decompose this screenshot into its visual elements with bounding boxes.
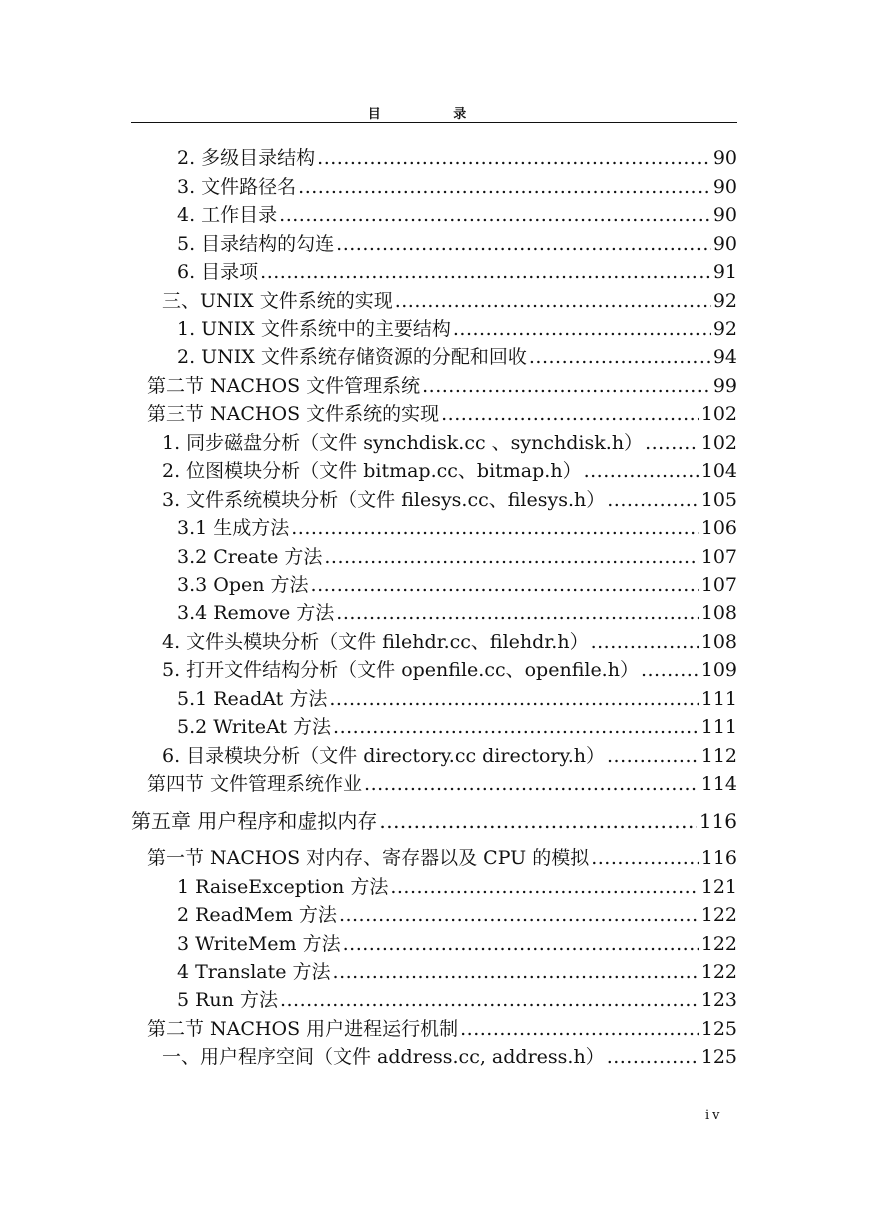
toc-entry-page: 104	[700, 460, 737, 482]
toc-leader-dots	[422, 375, 711, 397]
toc-leader-dots	[460, 1018, 699, 1040]
toc-entry	[147, 1018, 737, 1040]
toc-entry-page: 108	[700, 631, 737, 653]
toc-entry	[177, 688, 737, 710]
toc-leader-dots	[324, 546, 698, 568]
toc-entry-title: 4 Translate 方法	[177, 961, 331, 983]
toc-leader-dots	[364, 773, 699, 795]
toc-entry	[162, 659, 737, 681]
toc-entry-page: 108	[700, 602, 737, 624]
toc-entry-page: 122	[700, 961, 737, 983]
toc-entry	[147, 847, 737, 869]
toc-entry	[147, 403, 737, 425]
toc-entry-page: 111	[700, 716, 737, 738]
toc-leader-dots	[607, 745, 699, 767]
toc-chapter-entry	[131, 810, 737, 832]
toc-entry	[177, 261, 737, 283]
toc-entry-page: 125	[700, 1046, 737, 1068]
toc-entry-page: 105	[700, 489, 737, 511]
toc-entry-title: 第一节 NACHOS 对内存、寄存器以及 CPU 的模拟	[147, 847, 590, 869]
toc-entry-title: 2. 位图模块分析（文件 bitmap.cc、bitmap.h）	[162, 460, 582, 482]
toc-entry-title: 一、用户程序空间（文件 address.cc, address.h）	[162, 1046, 605, 1068]
toc-leader-dots	[584, 460, 699, 482]
toc-entry	[147, 773, 737, 795]
toc-entry	[177, 147, 737, 169]
toc-entry	[177, 176, 737, 198]
toc-entry	[177, 989, 737, 1011]
toc-entry-page: 90	[712, 176, 737, 198]
page-header: 目 录	[367, 107, 501, 122]
toc-entry-title: 第三节 NACHOS 文件系统的实现	[147, 403, 440, 425]
toc-entry	[162, 460, 737, 482]
toc-entry-title: 4. 文件头模块分析（文件 filehdr.cc、filehdr.h）	[162, 631, 589, 653]
toc-entry-page: 102	[700, 432, 737, 454]
toc-entry-page: 116	[698, 809, 737, 833]
toc-leader-dots	[279, 204, 711, 226]
toc-entry-title: 6. 目录项	[177, 261, 259, 283]
toc-leader-dots	[379, 810, 696, 832]
toc-leader-dots	[311, 574, 699, 596]
toc-entry-page: 122	[700, 904, 737, 926]
toc-entry	[177, 233, 737, 255]
toc-leader-dots	[291, 517, 698, 539]
toc-entry-page: 106	[700, 517, 737, 539]
toc-entry-title: 5. 打开文件结构分析（文件 openfile.cc、openfile.h）	[162, 659, 639, 681]
toc-entry-page: 91	[712, 261, 737, 283]
toc-entry-page: 92	[712, 318, 737, 340]
toc-entry-page: 90	[712, 204, 737, 226]
toc-leader-dots	[317, 147, 711, 169]
toc-entry-title: 3.1 生成方法	[177, 517, 290, 539]
toc-leader-dots	[453, 318, 711, 340]
toc-entry	[177, 318, 737, 340]
toc-leader-dots	[343, 933, 699, 955]
toc-leader-dots	[645, 432, 699, 454]
toc-leader-dots	[441, 403, 699, 425]
toc-entry	[177, 876, 737, 898]
toc-leader-dots	[395, 290, 711, 312]
toc-entry-page: 92	[712, 290, 737, 312]
toc-entry-page: 99	[712, 375, 737, 397]
toc-entry-title: 4. 工作目录	[177, 204, 278, 226]
toc-leader-dots	[298, 176, 711, 198]
toc-entry-title: 第五章 用户程序和虚拟内存	[131, 809, 378, 833]
toc-leader-dots	[336, 602, 698, 624]
toc-leader-dots	[591, 847, 699, 869]
toc-entry	[177, 602, 737, 624]
toc-entry-title: 3.3 Open 方法	[177, 574, 309, 596]
toc-entry-title: 第二节 NACHOS 文件管理系统	[147, 375, 421, 397]
toc-entry	[162, 631, 737, 653]
toc-entry-page: 109	[700, 659, 737, 681]
toc-entry-title: 3.4 Remove 方法	[177, 602, 335, 624]
toc-entry-title: 5.2 WriteAt 方法	[177, 716, 332, 738]
toc-leader-dots	[336, 233, 711, 255]
toc-entry-page: 121	[700, 876, 737, 898]
toc-entry-title: 3. 文件系统模块分析（文件 filesys.cc、filesys.h）	[162, 489, 606, 511]
toc-entry-title: 3 WriteMem 方法	[177, 933, 341, 955]
toc-entry	[147, 375, 737, 397]
toc-leader-dots	[641, 659, 699, 681]
toc-entry	[177, 716, 737, 738]
toc-leader-dots	[260, 261, 711, 283]
toc-entry-page: 102	[700, 403, 737, 425]
toc-entry-page: 90	[712, 233, 737, 255]
toc-entry-title: 5 Run 方法	[177, 989, 278, 1011]
toc-entry-title: 1 RaiseException 方法	[177, 876, 389, 898]
toc-entry-title: 5.1 ReadAt 方法	[177, 688, 328, 710]
toc-leader-dots	[607, 1046, 699, 1068]
toc-entry	[177, 961, 737, 983]
toc-entry-page: 112	[700, 745, 737, 767]
toc-entry-page: 123	[700, 989, 737, 1011]
toc-entry	[177, 204, 737, 226]
toc-entry-page: 116	[700, 847, 737, 869]
toc-entry-title: 3. 文件路径名	[177, 176, 297, 198]
toc-entry-page: 125	[700, 1018, 737, 1040]
toc-leader-dots	[333, 716, 699, 738]
toc-entry-page: 111	[700, 688, 737, 710]
toc-entry-page: 122	[700, 933, 737, 955]
toc-entry	[177, 517, 737, 539]
toc-entry	[162, 489, 737, 511]
toc-leader-dots	[329, 688, 698, 710]
toc-entry-title: 2 ReadMem 方法	[177, 904, 337, 926]
toc-entry-title: 第四节 文件管理系统作业	[147, 773, 363, 795]
toc-entry-page: 94	[712, 346, 737, 368]
toc-entry	[162, 745, 737, 767]
toc-leader-dots	[339, 904, 699, 926]
toc-leader-dots	[529, 346, 711, 368]
toc-entry-title: 2. 多级目录结构	[177, 147, 316, 169]
toc-entry	[177, 904, 737, 926]
toc-leader-dots	[280, 989, 699, 1011]
toc-entry-title: 1. UNIX 文件系统中的主要结构	[177, 318, 451, 340]
toc-entry	[162, 290, 737, 312]
toc-leader-dots	[390, 876, 698, 898]
toc-entry-title: 5. 目录结构的勾连	[177, 233, 335, 255]
toc-leader-dots	[591, 631, 699, 653]
toc-entry	[177, 346, 737, 368]
toc-entry	[162, 1046, 737, 1068]
toc-entry	[177, 933, 737, 955]
toc-leader-dots	[607, 489, 698, 511]
toc-entry-title: 3.2 Create 方法	[177, 546, 323, 568]
toc-entry-title: 2. UNIX 文件系统存储资源的分配和回收	[177, 346, 527, 368]
toc-entry-title: 第二节 NACHOS 用户进程运行机制	[147, 1018, 459, 1040]
toc-entry	[162, 432, 737, 454]
toc-leader-dots	[333, 961, 699, 983]
page-number: iv	[705, 1108, 723, 1123]
toc-entry	[177, 546, 737, 568]
toc-entry-page: 107	[700, 546, 737, 568]
toc-entry-title: 1. 同步磁盘分析（文件 synchdisk.cc 、synchdisk.h）	[162, 432, 644, 454]
toc-entry-title: 6. 目录模块分析（文件 directory.cc directory.h）	[162, 745, 605, 767]
toc-entry-page: 114	[700, 773, 737, 795]
toc-entry-page: 107	[700, 574, 737, 596]
toc-entry-page: 90	[712, 147, 737, 169]
toc-entry	[177, 574, 737, 596]
toc-entry-title: 三、UNIX 文件系统的实现	[162, 290, 393, 312]
